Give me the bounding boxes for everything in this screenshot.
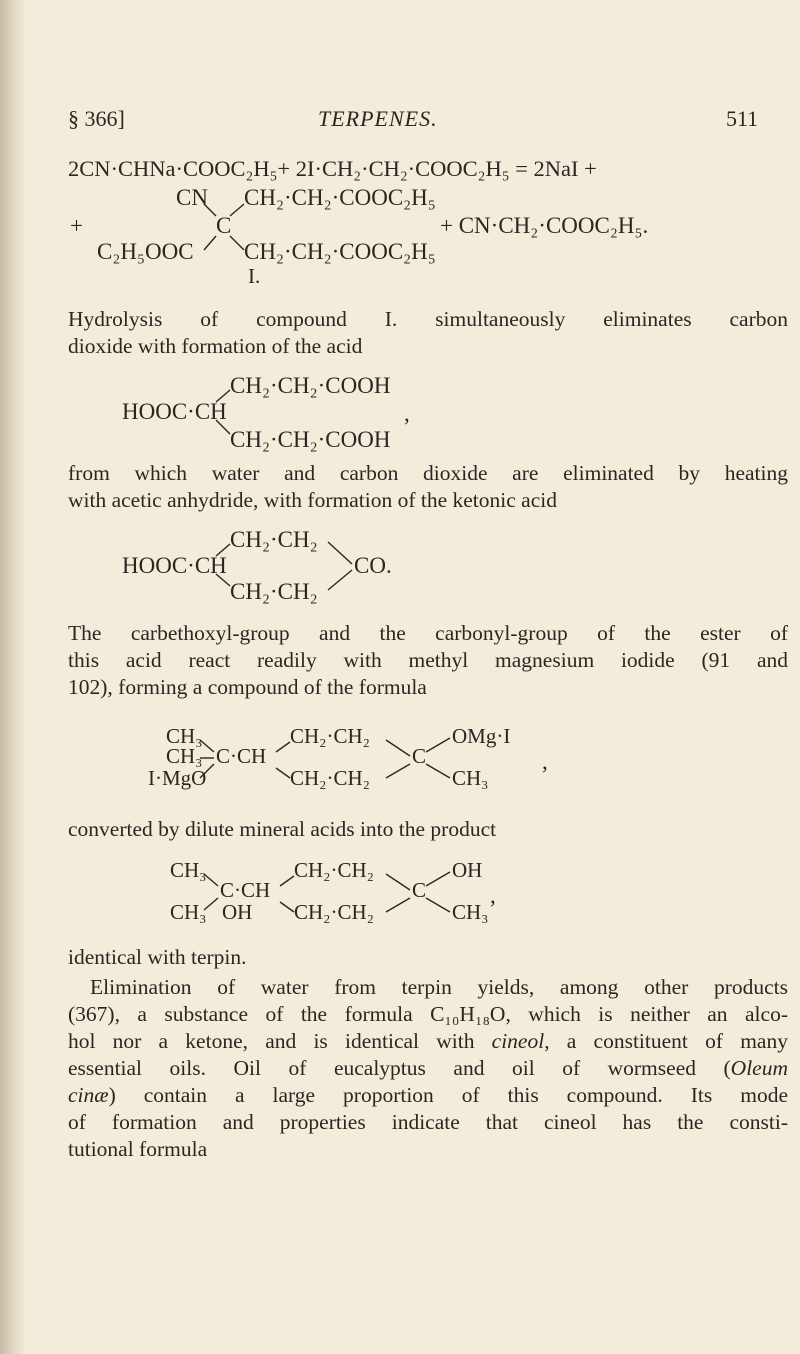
equation-plus: + — [70, 213, 83, 238]
text-line: converted by dilute mineral acids into the product — [68, 817, 497, 841]
formula-hydroxyl: OH — [222, 900, 253, 924]
formula-methyl-right: CH₃ — [452, 900, 489, 924]
text-run: hol nor a ketone, and is identical with — [68, 1029, 492, 1053]
text-line: Elimination of water from terpin yields, among other products — [90, 975, 788, 999]
text-line: with acetic anhydride, with formation of the ketonic acid — [68, 488, 557, 512]
formula-cn: CN — [176, 185, 208, 210]
formula-carbonyl: CO. — [354, 553, 392, 578]
formula-methyl-mid: CH₃ — [166, 744, 203, 768]
text-line: The carbethoxyl-group and the carbonyl-group of the ester of — [68, 621, 788, 645]
formula-ring-carbon: C — [412, 744, 427, 768]
text-run: essential oils. Oil of eucalyptus and oil of wormseed ( — [68, 1056, 731, 1080]
text-line: Hydrolysis of compound I. simultaneously eliminates carbon — [68, 307, 788, 331]
text-line — [68, 1082, 788, 1109]
text-line — [68, 1055, 788, 1082]
formula-top-chain: CH₂·CH₂·COOH — [230, 373, 391, 398]
formula-hydroxyl-right: OH — [452, 858, 483, 882]
compound-label: I. — [248, 264, 261, 288]
text-line: dioxide with formation of the acid — [68, 334, 363, 358]
page-number: 511 — [726, 106, 759, 131]
formula-methyl-right: CH₃ — [452, 766, 489, 790]
text-line: (367), a substance of the formula C₁₀H₁₈O, which is neither an alco- — [68, 1002, 788, 1026]
formula-bottom-ring: CH₂·CH₂ — [230, 579, 318, 604]
formula-ester-group: C₂H₅OOC — [97, 239, 194, 264]
text-line: 102), forming a compound of the formula — [68, 675, 427, 699]
text-run: ) contain a large proportion of this compound. Its mode — [108, 1083, 788, 1107]
formula-methyl-top: CH₃ — [170, 858, 207, 882]
formula-hooc-ch: HOOC·CH — [122, 553, 227, 578]
equation-line-1: 2CN·CHNa·COOC₂H₅+ 2I·CH₂·CH₂·COOC₂H₅ = 2NaI + — [68, 156, 597, 181]
formula-c-ch: C·CH — [220, 878, 271, 902]
text-line: tutional formula — [68, 1137, 208, 1161]
term-cineol: cineol — [491, 1029, 545, 1053]
formula-methyl-bottom: CH₃ — [170, 900, 207, 924]
formula-comma: , — [490, 883, 496, 908]
formula-top-ring: CH₂·CH₂ — [230, 527, 318, 552]
formula-bottom-ring: CH₂·CH₂ — [294, 900, 374, 924]
text-line: this acid react readily with methyl magnesium iodide (91 and — [68, 648, 788, 672]
formula-methyl-top: CH₃ — [166, 724, 203, 748]
formula-iodomagnesium-oxy: I·MgO — [148, 766, 207, 790]
formula-omgi: OMg·I — [452, 724, 511, 748]
text-line: of formation and properties indicate that cineol has the consti- — [68, 1110, 788, 1134]
formula-comma: , — [542, 749, 548, 774]
text-line: from which water and carbon dioxide are eliminated by heating — [68, 461, 788, 485]
formula-top-ring: CH₂·CH₂ — [294, 858, 374, 882]
term-oleum: Oleum — [730, 1056, 788, 1080]
formula-hooc-ch: HOOC·CH — [122, 399, 227, 424]
formula-upper-chain: CH₂·CH₂·COOC₂H₅ — [244, 185, 436, 210]
term-cinae: cinæ — [68, 1083, 109, 1107]
text-line: identical with terpin. — [68, 945, 247, 969]
paragraph-terpin — [68, 944, 788, 971]
text-line — [68, 1028, 788, 1055]
formula-central-carbon: C — [216, 213, 232, 238]
formula-c-ch: C·CH — [216, 744, 267, 768]
formula-lower-chain: CH₂·CH₂·COOC₂H₅ — [244, 239, 436, 264]
paragraph-cineol — [68, 974, 788, 1163]
formula-byproduct: + CN·CH₂·COOC₂H₅. — [440, 213, 649, 238]
formula-bottom-chain: CH₂·CH₂·COOH — [230, 427, 391, 452]
running-title: TERPENES. — [318, 106, 438, 131]
text-run: , a constituent of many — [544, 1029, 788, 1053]
formula-comma: , — [404, 401, 410, 426]
section-number: § 366] — [68, 106, 125, 131]
formula-ring-carbon: C — [412, 878, 427, 902]
formula-bottom-ring: CH₂·CH₂ — [290, 766, 370, 790]
formula-top-ring: CH₂·CH₂ — [290, 724, 370, 748]
